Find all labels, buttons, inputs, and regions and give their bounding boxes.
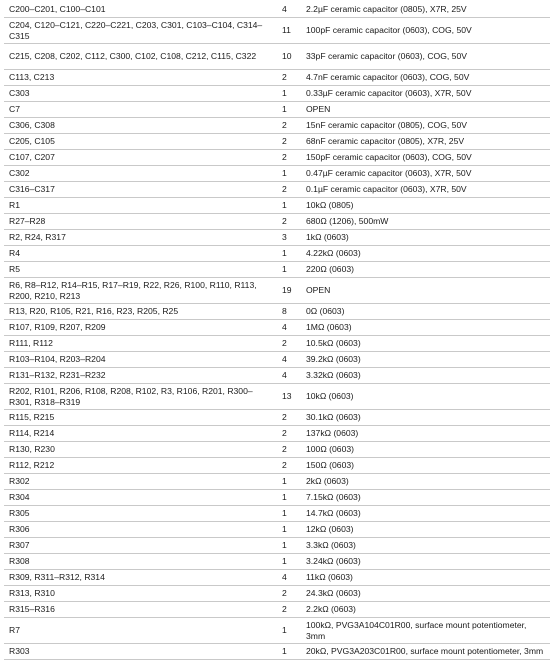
- table-row: [4, 490, 550, 506]
- table-row: [4, 214, 550, 230]
- reference-cell: R131–R132, R231–R232: [4, 368, 278, 384]
- bom-table-body: [4, 2, 550, 660]
- quantity-cell: 1: [278, 538, 305, 554]
- quantity-cell: 1: [278, 618, 305, 644]
- reference-cell: R308: [4, 554, 278, 570]
- description-cell: 15nF ceramic capacitor (0805), COG, 50V: [305, 118, 550, 134]
- reference-cell: R306: [4, 522, 278, 538]
- table-row: [4, 166, 550, 182]
- description-cell: 1MΩ (0603): [305, 320, 550, 336]
- reference-cell: R305: [4, 506, 278, 522]
- description-cell: 0.1µF ceramic capacitor (0603), X7R, 50V: [305, 182, 550, 198]
- quantity-cell: 1: [278, 490, 305, 506]
- table-row: [4, 230, 550, 246]
- quantity-cell: 1: [278, 474, 305, 490]
- table-row: [4, 554, 550, 570]
- quantity-cell: 1: [278, 246, 305, 262]
- quantity-cell: 4: [278, 368, 305, 384]
- reference-cell: R313, R310: [4, 586, 278, 602]
- reference-cell: C113, C213: [4, 70, 278, 86]
- quantity-cell: 2: [278, 602, 305, 618]
- table-row: [4, 86, 550, 102]
- table-row: [4, 474, 550, 490]
- table-row: [4, 586, 550, 602]
- quantity-cell: 13: [278, 384, 305, 410]
- quantity-cell: 8: [278, 304, 305, 320]
- quantity-cell: 2: [278, 336, 305, 352]
- reference-cell: R304: [4, 490, 278, 506]
- reference-cell: R202, R101, R206, R108, R208, R102, R3, R106, R201, R300–R301, R318–R319: [4, 384, 278, 410]
- table-row: [4, 304, 550, 320]
- quantity-cell: 2: [278, 214, 305, 230]
- quantity-cell: 1: [278, 506, 305, 522]
- description-cell: 150Ω (0603): [305, 458, 550, 474]
- description-cell: 100kΩ, PVG3A104C01R00, surface mount potentiometer, 3mm: [305, 618, 550, 644]
- reference-cell: C7: [4, 102, 278, 118]
- table-row: [4, 118, 550, 134]
- description-cell: OPEN: [305, 278, 550, 304]
- description-cell: 33pF ceramic capacitor (0603), COG, 50V: [305, 44, 550, 70]
- reference-cell: C204, C120–C121, C220–C221, C203, C301, C103–C104, C314–C315: [4, 18, 278, 44]
- reference-cell: R6, R8–R12, R14–R15, R17–R19, R22, R26, R100, R110, R113, R200, R210, R213: [4, 278, 278, 304]
- reference-cell: C306, C308: [4, 118, 278, 134]
- table-row: [4, 150, 550, 166]
- description-cell: 10kΩ (0805): [305, 198, 550, 214]
- reference-cell: R103–R104, R203–R204: [4, 352, 278, 368]
- reference-cell: R111, R112: [4, 336, 278, 352]
- description-cell: 20kΩ, PVG3A203C01R00, surface mount potentiometer, 3mm: [305, 644, 550, 660]
- reference-cell: R112, R212: [4, 458, 278, 474]
- description-cell: 14.7kΩ (0603): [305, 506, 550, 522]
- table-row: [4, 246, 550, 262]
- quantity-cell: 10: [278, 44, 305, 70]
- quantity-cell: 4: [278, 320, 305, 336]
- description-cell: 12kΩ (0603): [305, 522, 550, 538]
- quantity-cell: 2: [278, 118, 305, 134]
- quantity-cell: 1: [278, 166, 305, 182]
- description-cell: 24.3kΩ (0603): [305, 586, 550, 602]
- table-row: [4, 644, 550, 660]
- description-cell: 68nF ceramic capacitor (0805), X7R, 25V: [305, 134, 550, 150]
- quantity-cell: 3: [278, 230, 305, 246]
- description-cell: 4.7nF ceramic capacitor (0603), COG, 50V: [305, 70, 550, 86]
- description-cell: 30.1kΩ (0603): [305, 410, 550, 426]
- quantity-cell: 2: [278, 458, 305, 474]
- table-row: [4, 44, 550, 70]
- quantity-cell: 1: [278, 86, 305, 102]
- table-row: [4, 618, 550, 644]
- description-cell: 10kΩ (0603): [305, 384, 550, 410]
- reference-cell: R303: [4, 644, 278, 660]
- description-cell: 39.2kΩ (0603): [305, 352, 550, 368]
- quantity-cell: 2: [278, 150, 305, 166]
- reference-cell: R2, R24, R317: [4, 230, 278, 246]
- reference-cell: R309, R311–R312, R314: [4, 570, 278, 586]
- description-cell: 7.15kΩ (0603): [305, 490, 550, 506]
- table-row: [4, 426, 550, 442]
- table-row: [4, 278, 550, 304]
- quantity-cell: 4: [278, 352, 305, 368]
- description-cell: 2kΩ (0603): [305, 474, 550, 490]
- description-cell: 11kΩ (0603): [305, 570, 550, 586]
- table-row: [4, 198, 550, 214]
- quantity-cell: 1: [278, 522, 305, 538]
- quantity-cell: 19: [278, 278, 305, 304]
- table-row: [4, 538, 550, 554]
- quantity-cell: 2: [278, 586, 305, 602]
- description-cell: 4.22kΩ (0603): [305, 246, 550, 262]
- reference-cell: C205, C105: [4, 134, 278, 150]
- description-cell: 220Ω (0603): [305, 262, 550, 278]
- description-cell: 680Ω (1206), 500mW: [305, 214, 550, 230]
- table-row: [4, 352, 550, 368]
- table-row: [4, 262, 550, 278]
- description-cell: 3.24kΩ (0603): [305, 554, 550, 570]
- reference-cell: C107, C207: [4, 150, 278, 166]
- reference-cell: R107, R109, R207, R209: [4, 320, 278, 336]
- quantity-cell: 1: [278, 554, 305, 570]
- table-row: [4, 70, 550, 86]
- table-row: [4, 182, 550, 198]
- quantity-cell: 1: [278, 262, 305, 278]
- table-row: [4, 458, 550, 474]
- description-cell: 137kΩ (0603): [305, 426, 550, 442]
- reference-cell: C200–C201, C100–C101: [4, 2, 278, 18]
- table-row: [4, 134, 550, 150]
- description-cell: 3.3kΩ (0603): [305, 538, 550, 554]
- description-cell: 2.2µF ceramic capacitor (0805), X7R, 25V: [305, 2, 550, 18]
- table-row: [4, 506, 550, 522]
- quantity-cell: 1: [278, 102, 305, 118]
- reference-cell: C316–C317: [4, 182, 278, 198]
- quantity-cell: 2: [278, 410, 305, 426]
- table-row: [4, 384, 550, 410]
- quantity-cell: 4: [278, 2, 305, 18]
- quantity-cell: 2: [278, 426, 305, 442]
- reference-cell: R315–R316: [4, 602, 278, 618]
- reference-cell: R307: [4, 538, 278, 554]
- quantity-cell: 1: [278, 644, 305, 660]
- table-row: [4, 102, 550, 118]
- reference-cell: R27–R28: [4, 214, 278, 230]
- reference-cell: R114, R214: [4, 426, 278, 442]
- reference-cell: R4: [4, 246, 278, 262]
- description-cell: OPEN: [305, 102, 550, 118]
- quantity-cell: 2: [278, 134, 305, 150]
- table-row: [4, 18, 550, 44]
- table-row: [4, 442, 550, 458]
- table-row: [4, 368, 550, 384]
- table-row: [4, 522, 550, 538]
- quantity-cell: 2: [278, 182, 305, 198]
- reference-cell: R1: [4, 198, 278, 214]
- description-cell: 2.2kΩ (0603): [305, 602, 550, 618]
- table-row: [4, 2, 550, 18]
- quantity-cell: 11: [278, 18, 305, 44]
- table-row: [4, 336, 550, 352]
- description-cell: 10.5kΩ (0603): [305, 336, 550, 352]
- reference-cell: R5: [4, 262, 278, 278]
- description-cell: 3.32kΩ (0603): [305, 368, 550, 384]
- reference-cell: C303: [4, 86, 278, 102]
- reference-cell: C302: [4, 166, 278, 182]
- description-cell: 0.47µF ceramic capacitor (0603), X7R, 50V: [305, 166, 550, 182]
- reference-cell: C215, C208, C202, C112, C300, C102, C108, C212, C115, C322: [4, 44, 278, 70]
- reference-cell: R302: [4, 474, 278, 490]
- bill-of-materials-table: [4, 2, 550, 660]
- table-row: [4, 570, 550, 586]
- description-cell: 0.33µF ceramic capacitor (0603), X7R, 50V: [305, 86, 550, 102]
- reference-cell: R130, R230: [4, 442, 278, 458]
- table-row: [4, 320, 550, 336]
- quantity-cell: 1: [278, 198, 305, 214]
- quantity-cell: 4: [278, 570, 305, 586]
- reference-cell: R115, R215: [4, 410, 278, 426]
- description-cell: 0Ω (0603): [305, 304, 550, 320]
- table-row: [4, 410, 550, 426]
- description-cell: 150pF ceramic capacitor (0603), COG, 50V: [305, 150, 550, 166]
- description-cell: 1kΩ (0603): [305, 230, 550, 246]
- quantity-cell: 2: [278, 442, 305, 458]
- reference-cell: R7: [4, 618, 278, 644]
- table-row: [4, 602, 550, 618]
- description-cell: 100pF ceramic capacitor (0603), COG, 50V: [305, 18, 550, 44]
- description-cell: 100Ω (0603): [305, 442, 550, 458]
- quantity-cell: 2: [278, 70, 305, 86]
- reference-cell: R13, R20, R105, R21, R16, R23, R205, R25: [4, 304, 278, 320]
